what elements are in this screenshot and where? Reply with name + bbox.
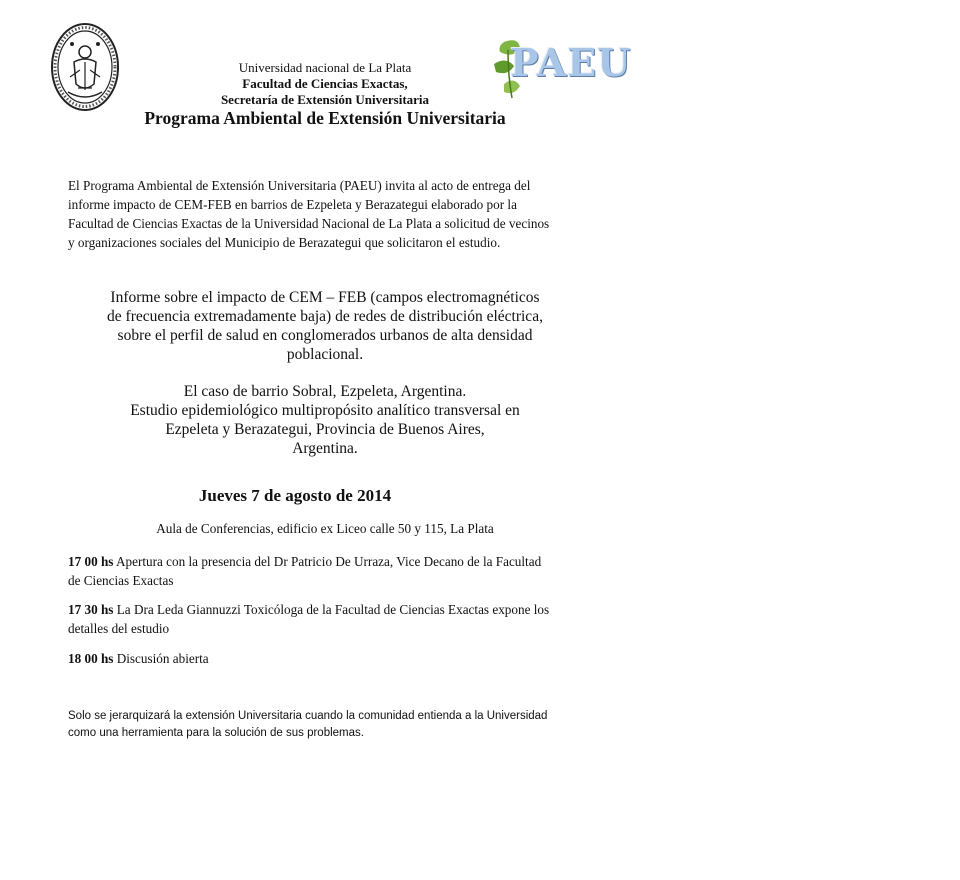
schedule-text: detalles del estudio bbox=[68, 621, 170, 636]
university-seal-icon bbox=[50, 22, 120, 112]
case-line: El caso de barrio Sobral, Ezpeleta, Argentina. bbox=[183, 383, 467, 400]
intro-paragraph bbox=[68, 176, 588, 252]
report-title-line: sobre el perfil de salud en conglomerados urbanos de alta densidad bbox=[117, 327, 533, 344]
schedule-text: La Dra Leda Giannuzzi Toxicóloga de la Facultad de Ciencias Exactas expone los bbox=[113, 602, 550, 617]
quote-line: Solo se jerarquizará la extensión Universitaria cuando la comunidad entienda a la Universidad bbox=[68, 710, 548, 722]
event-venue: Aula de Conferencias, edificio ex Liceo calle 50 y 115, La Plata bbox=[156, 521, 494, 536]
schedule-time: 17 30 hs bbox=[68, 602, 114, 617]
program-title: Programa Ambiental de Extensión Universitaria bbox=[144, 108, 506, 128]
case-line: Estudio epidemiológico multipropósito analítico transversal en bbox=[130, 402, 520, 419]
quote-line: como una herramienta para la solución de sus problemas. bbox=[68, 727, 364, 739]
schedule-item bbox=[68, 552, 588, 590]
case-line: Ezpeleta y Berazategui, Provincia de Buenos Aires, bbox=[165, 421, 485, 438]
intro-line: y organizaciones sociales del Municipio de Berazategui que solicitaron el estudio. bbox=[68, 235, 501, 250]
intro-line: El Programa Ambiental de Extensión Universitaria (PAEU) invita al acto de entrega del bbox=[68, 178, 531, 193]
schedule-text: de Ciencias Exactas bbox=[68, 573, 174, 588]
university-name: Universidad nacional de La Plata bbox=[238, 60, 412, 75]
schedule-text: Apertura con la presencia del Dr Patricio De Urraza, Vice Decano de la Facultad bbox=[113, 554, 542, 569]
faculty-name: Facultad de Ciencias Exactas, bbox=[242, 76, 408, 91]
event-date: Jueves 7 de agosto de 2014 bbox=[198, 486, 392, 505]
schedule-time: 18 00 hs bbox=[68, 651, 114, 666]
schedule-time: 17 00 hs bbox=[68, 554, 114, 569]
schedule-item bbox=[68, 600, 588, 638]
case-description bbox=[60, 382, 590, 458]
schedule-item bbox=[68, 649, 588, 668]
report-title-line: de frecuencia extremadamente baja) de redes de distribución eléctrica, bbox=[107, 308, 543, 325]
intro-line: Facultad de Ciencias Exactas de la Universidad Nacional de La Plata a solicitud de vecinos bbox=[68, 216, 550, 231]
closing-quote bbox=[68, 708, 588, 742]
report-title bbox=[60, 288, 590, 364]
schedule-text: Discusión abierta bbox=[113, 651, 209, 666]
report-title-line: poblacional. bbox=[286, 346, 364, 363]
paeu-leaf-logo-icon bbox=[490, 36, 640, 102]
secretariat-name: Secretaría de Extensión Universitaria bbox=[220, 92, 430, 107]
report-title-line: Informe sobre el impacto de CEM – FEB (campos electromagnéticos bbox=[110, 289, 540, 306]
paeu-logo-text: PAEU bbox=[510, 40, 632, 85]
intro-line: informe impacto de CEM-FEB en barrios de Ezpeleta y Berazategui elaborado por la bbox=[68, 197, 517, 212]
case-line: Argentina. bbox=[292, 440, 358, 457]
